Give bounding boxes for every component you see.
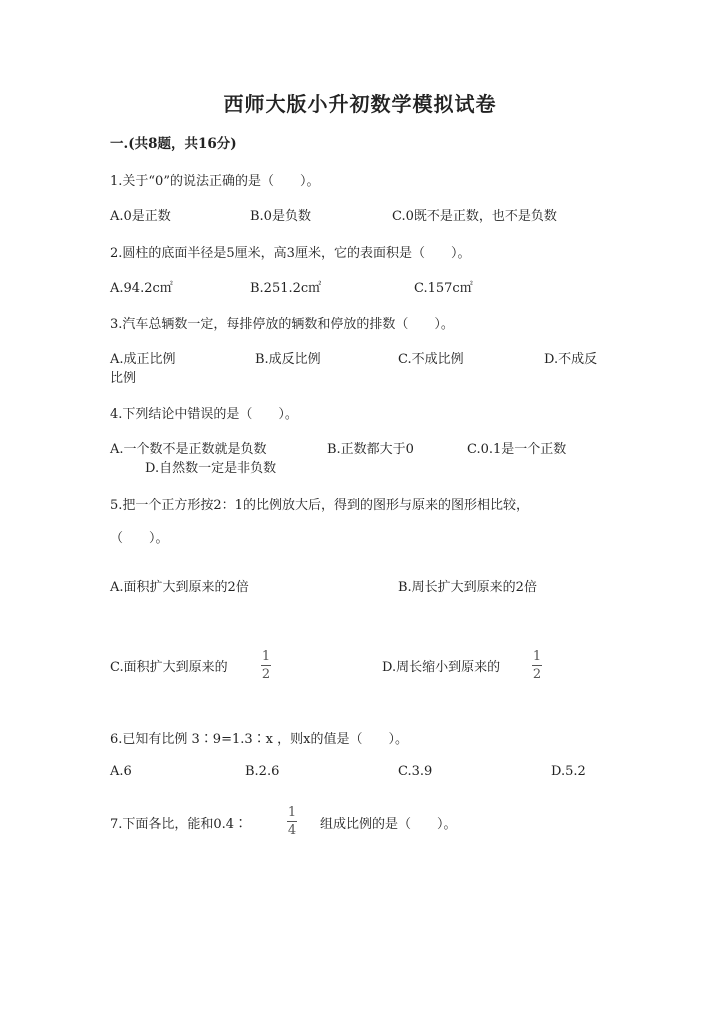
fraction-denominator: 4 xyxy=(287,823,297,838)
q5-d-fraction xyxy=(532,649,542,682)
fraction-bar xyxy=(261,665,271,666)
q5-option-d[interactable]: D.周长缩小到原来的 xyxy=(382,660,501,675)
q1-option-b[interactable]: B.0是负数 xyxy=(250,209,311,224)
q5-option-c[interactable]: C.面积扩大到原来的 xyxy=(110,660,228,675)
fraction-denominator: 2 xyxy=(532,667,542,682)
fraction-bar xyxy=(287,821,297,822)
question-2: 2.圆柱的底面半径是5厘米，高3厘米，它的表面积是（ ）。 xyxy=(110,246,471,261)
q3-option-c[interactable]: C.不成比例 xyxy=(398,352,464,367)
question-5: 5.把一个正方形按2：1的比例放大后，得到的图形与原来的图形相比较， xyxy=(110,498,529,513)
question-3: 3.汽车总辆数一定，每排停放的辆数和停放的排数（ ）。 xyxy=(110,317,454,332)
question-7-tail: 组成比例的是（ ）。 xyxy=(320,817,457,832)
q3-option-b[interactable]: B.成反比例 xyxy=(255,352,321,367)
q3-option-d-wrap: 比例 xyxy=(110,371,137,386)
q4-option-b[interactable]: B.正数都大于0 xyxy=(327,442,414,457)
fraction-denominator: 2 xyxy=(261,667,271,682)
q2-option-c[interactable]: C.157c㎡ xyxy=(414,281,473,296)
question-4: 4.下列结论中错误的是（ ）。 xyxy=(110,407,298,422)
q1-option-c[interactable]: C.0既不是正数，也不是负数 xyxy=(392,209,557,224)
q5-c-fraction xyxy=(261,649,271,682)
q4-option-c[interactable]: C.0.1是一个正数 xyxy=(467,442,567,457)
q6-option-c[interactable]: C.3.9 xyxy=(398,764,433,779)
q6-option-d[interactable]: D.5.2 xyxy=(551,764,586,779)
q4-option-a[interactable]: A.一个数不是正数就是负数 xyxy=(110,442,267,457)
fraction-numerator: 1 xyxy=(261,649,271,664)
fraction-bar xyxy=(532,665,542,666)
q7-fraction xyxy=(287,805,297,838)
page-title: 西师大版小升初数学模拟试卷 xyxy=(223,92,497,116)
question-1: 1.关于“0”的说法正确的是（ ）。 xyxy=(110,174,320,189)
question-7: 7.下面各比，能和0.4∶ xyxy=(110,817,248,832)
fraction-numerator: 1 xyxy=(287,805,297,820)
q6-option-a[interactable]: A.6 xyxy=(110,764,132,779)
section-heading: 一.(共8题，共16分) xyxy=(110,136,237,152)
fraction-numerator: 1 xyxy=(532,649,542,664)
q5-option-b[interactable]: B.周长扩大到原来的2倍 xyxy=(398,580,537,595)
q5-option-a[interactable]: A.面积扩大到原来的2倍 xyxy=(110,580,249,595)
q1-option-a[interactable]: A.0是正数 xyxy=(110,209,171,224)
question-5-blank: （ ）。 xyxy=(110,531,169,546)
q2-option-b[interactable]: B.251.2c㎡ xyxy=(250,281,322,296)
q3-option-d[interactable]: D.不成反 xyxy=(544,352,598,367)
q3-option-a[interactable]: A.成正比例 xyxy=(110,352,176,367)
q6-option-b[interactable]: B.2.6 xyxy=(245,764,280,779)
q2-option-a[interactable]: A.94.2c㎡ xyxy=(110,281,173,296)
question-6: 6.已知有比例 3∶9=1.3∶x ，则x的值是（ ）。 xyxy=(110,732,408,747)
q4-option-d[interactable]: D.自然数一定是非负数 xyxy=(145,461,277,476)
